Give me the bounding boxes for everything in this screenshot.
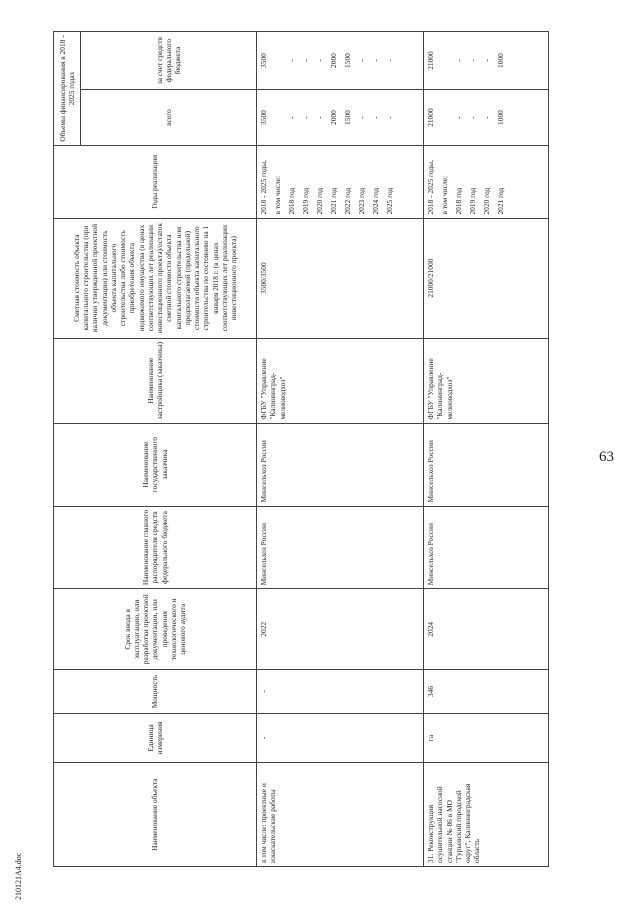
row-capacity: - xyxy=(257,670,424,714)
header-federal: за счет средств федерального бюджета xyxy=(81,32,257,90)
header-years: Годы реализации xyxy=(54,146,257,219)
row-name: в том числе: проектные и изыскательские работы xyxy=(257,763,424,867)
row-unit: - xyxy=(257,713,424,763)
row-deadline: 2024 xyxy=(424,589,549,670)
header-row xyxy=(54,32,81,867)
row-name: 31. Реконструкция осушительной насосной станции № 86 в МО "Гурьевский городской округ", Калининградская область xyxy=(424,763,549,867)
row-developer: ФГБУ "Управление "Калининград-мелиоводхоз" xyxy=(257,338,424,423)
header-unit: Единица измерения xyxy=(54,713,257,763)
row-federal: 3500 - - - 2000 1500 - - - xyxy=(257,32,424,90)
investment-table xyxy=(53,31,549,867)
row-capacity: 346 xyxy=(424,670,549,714)
row-customer: Минсельхоз России xyxy=(257,423,424,506)
row-customer: Минсельхоз России xyxy=(424,423,549,506)
row-unit: га xyxy=(424,713,549,763)
row-cost: 3500/3500 xyxy=(257,218,424,338)
header-capacity: Мощность xyxy=(54,670,257,714)
header-name: Наименование объекта xyxy=(54,763,257,867)
row-gr-budget: Минсельхоз России xyxy=(424,506,549,589)
row-federal: 21000 - - - 1000 xyxy=(424,32,549,90)
row-developer: ФГБУ "Управление "Калининград-мелиоводхоз" xyxy=(424,338,549,423)
row-gr-budget: Минсельхоз России xyxy=(257,506,424,589)
header-total: всего xyxy=(81,90,257,146)
row-cost: 21000/21000 xyxy=(424,218,549,338)
row-years: 2018 - 2025 годы, в том числе: 2018 год 2019 год 2020 год 2021 год xyxy=(424,146,549,219)
table-row xyxy=(424,32,549,867)
row-years: 2018 - 2025 годы, в том числе: 2018 год 2019 год 2020 год 2021 год 2022 год 2023 год 2024 год 2025 год xyxy=(257,146,424,219)
header-funding: Объемы финансирования в 2018 - 2025 годах xyxy=(54,32,81,146)
page-number: 63 xyxy=(599,449,614,465)
table-row xyxy=(257,32,424,867)
header-deadline: Срок ввода в эксплуатацию, или разработки проектной документации, или проведения технологического и ценового аудита xyxy=(54,589,257,670)
header-cost: Сметная стоимость объекта капитального строительства (при наличии утвержденной проектной документации) или стоимость объекта капитального строительства либо стоимость приобретения объекта недвижимого имущества (в ценах соответствующих лет реализации инвестиционного проекта)/остаток сметной стоимости объекта капитального строительства или предполагаемой (предельной) стоимости объекта капитального строительства по состоянию на 1 января 2018 г. (в ценах соответствующих лет реализации инвестиционного проекта) xyxy=(54,218,257,338)
row-total: 3500 - - - 2000 1500 - - - xyxy=(257,90,424,146)
header-customer: Наименование государственного заказчика xyxy=(54,423,257,506)
row-deadline: 2022 xyxy=(257,589,424,670)
header-gr-budget: Наименование главного распорядителя средств федерального бюджета xyxy=(54,506,257,589)
document-id: 210121А4.doc xyxy=(14,852,23,900)
row-total: 21000 - - - 1000 xyxy=(424,90,549,146)
header-developer: Наименование застройщика (заказчика) xyxy=(54,338,257,423)
